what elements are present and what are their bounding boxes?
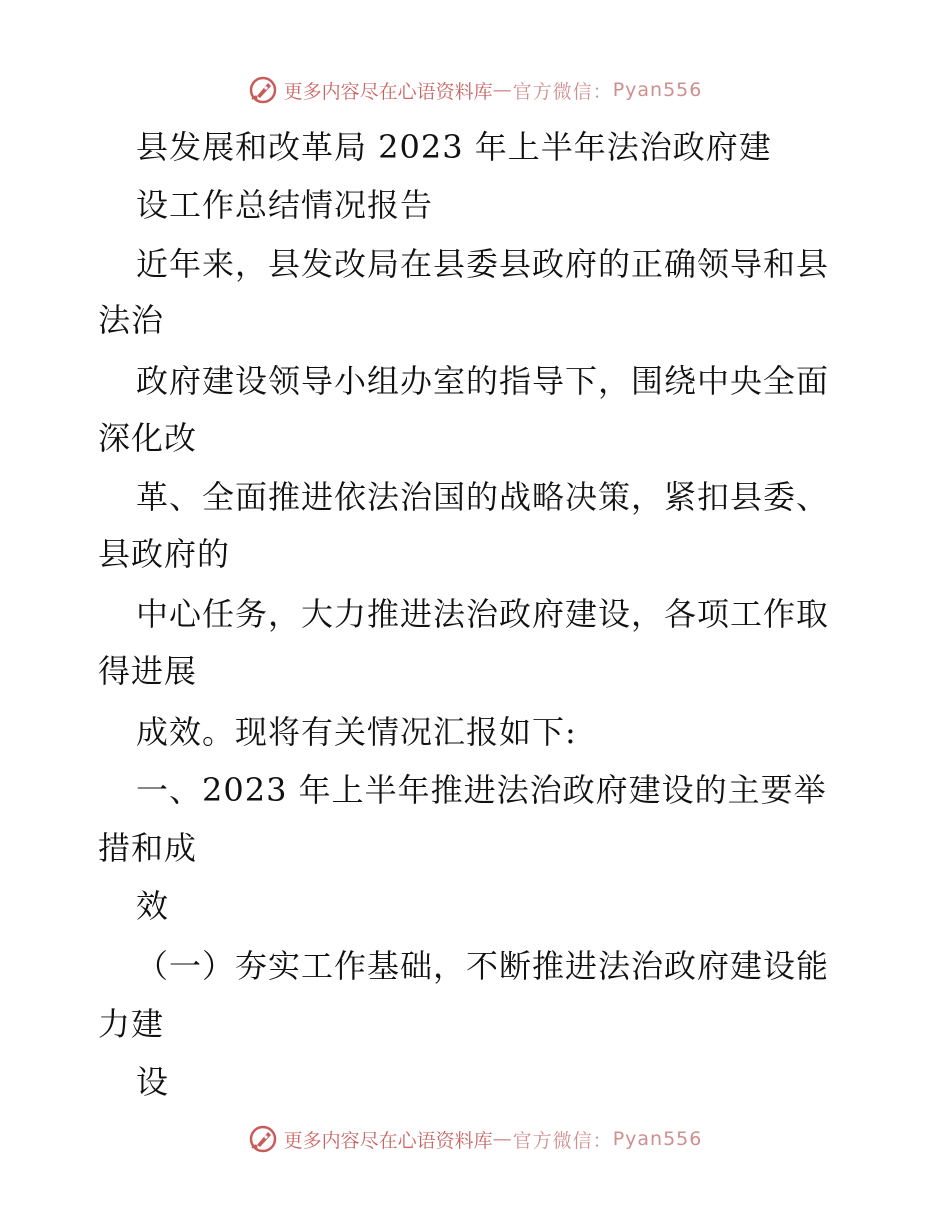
section-heading-line-1: 一、2023 年上半年推进法治政府建设的主要举: [136, 771, 827, 809]
body-line: 近年来，县发改局在县委县政府的正确领导和县: [136, 245, 830, 283]
body-line: 得进展: [98, 652, 198, 690]
header-watermark: [0, 70, 950, 110]
watermark-separator: —: [492, 1128, 513, 1150]
body-line: 成效。现将有关情况汇报如下:: [136, 713, 577, 751]
watermark-id-text: Pyan556: [612, 79, 703, 101]
pen-nib-logo-icon: [248, 75, 278, 105]
body-line: 革、全面推进依法治国的战略决策，紧扣县委、: [136, 478, 830, 516]
body-line: 深化改: [98, 419, 198, 457]
watermark-separator: —: [492, 79, 513, 101]
subsection-heading-line-1: （一）夯实工作基础，不断推进法治政府建设能: [136, 947, 830, 985]
body-line: 中心任务，大力推进法治政府建设，各项工作取: [136, 595, 830, 633]
footer-watermark: [0, 1119, 950, 1159]
section-heading-line-3: 效: [136, 887, 170, 925]
section-heading-line-2: 措和成: [98, 829, 198, 867]
watermark-tail-text: 官方微信：: [512, 1129, 613, 1152]
watermark-tail-text: 官方微信：: [512, 80, 613, 103]
subsection-heading-line-3: 设: [136, 1063, 170, 1101]
pen-nib-logo-icon: [248, 1124, 278, 1154]
body-line: 法治: [98, 301, 165, 339]
subsection-heading-line-2: 力建: [98, 1005, 165, 1043]
watermark-main-text: 更多内容尽在心语资料库: [283, 1129, 493, 1152]
watermark-id-text: Pyan556: [612, 1128, 703, 1150]
body-line: 县政府的: [98, 535, 231, 573]
watermark-main-text: 更多内容尽在心语资料库: [283, 80, 493, 103]
title-line-2: 设工作总结情况报告: [136, 186, 434, 224]
title-line-1: 县发展和改革局 2023 年上半年法治政府建: [136, 128, 772, 166]
body-line: 政府建设领导小组办室的指导下，围绕中央全面: [136, 362, 830, 400]
